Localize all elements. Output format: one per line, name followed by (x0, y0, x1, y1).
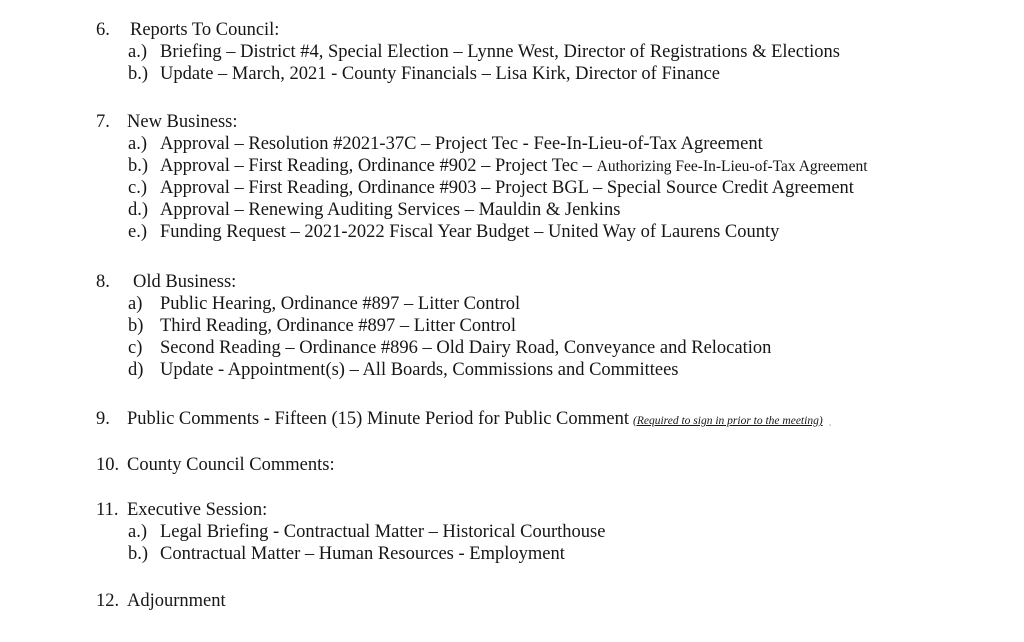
section-heading (0, 19, 1000, 41)
agenda-item (0, 155, 1000, 177)
item-marker: a.) (128, 134, 147, 154)
item-marker: a.) (128, 522, 147, 542)
item-marker: c.) (128, 178, 147, 198)
item-text: Public Hearing, Ordinance #897 – Litter Control (160, 294, 521, 314)
agenda-item (0, 41, 1000, 63)
agenda-item (0, 543, 1000, 565)
section-heading (0, 590, 1000, 612)
section-heading (0, 499, 1000, 521)
agenda-item (0, 177, 1000, 199)
section-title: County Council Comments: (127, 455, 335, 475)
item-marker: b.) (128, 64, 149, 84)
item-marker: e.) (128, 222, 147, 242)
agenda-item (0, 221, 1000, 243)
item-marker: b.) (128, 156, 149, 176)
section-title: Executive Session: (127, 500, 268, 520)
agenda-section-9 (0, 408, 1000, 430)
item-text: Update – March, 2021 - County Financials – Lisa Kirk, Director of Finance (160, 64, 721, 84)
section-title: Old Business: (133, 272, 237, 292)
section-title (127, 408, 832, 432)
agenda-section-11 (0, 499, 1000, 565)
section-title: Adjournment (127, 591, 226, 611)
item-marker: c) (128, 338, 143, 358)
section-heading (0, 454, 1000, 476)
item-marker: d) (128, 360, 144, 380)
item-marker: a.) (128, 42, 147, 62)
item-text: Update - Appointment(s) – All Boards, Commissions and Committees (160, 360, 679, 380)
agenda-item (0, 337, 1000, 359)
item-marker: b.) (128, 544, 149, 564)
item-text: Briefing – District #4, Special Election – Lynne West, Director of Registrations & Elections (160, 42, 840, 62)
sign-in-note: (Required to sign in prior to the meeting) (633, 415, 823, 427)
agenda-item (0, 521, 1000, 543)
agenda-item (0, 359, 1000, 381)
section-number: 6. (96, 20, 110, 40)
agenda-item (0, 133, 1000, 155)
section-title: Reports To Council: (130, 20, 280, 40)
agenda-section-7 (0, 111, 1000, 243)
agenda-item (0, 315, 1000, 337)
agenda-section-12 (0, 590, 1000, 612)
item-text: Approval – Renewing Auditing Services – Mauldin & Jenkins (160, 200, 621, 220)
section-number: 11. (96, 500, 119, 520)
item-text: Contractual Matter – Human Resources - Employment (160, 544, 565, 564)
agenda-section-6 (0, 19, 1000, 85)
item-text: Approval – Resolution #2021-37C – Project Tec - Fee-In-Lieu-of-Tax Agreement (160, 134, 763, 154)
item-text-small: Authorizing Fee-In-Lieu-of-Tax Agreement (596, 158, 868, 175)
scan-mark-icon: ˎ (828, 416, 832, 426)
agenda-item (0, 199, 1000, 221)
section-number: 8. (96, 272, 110, 292)
item-text: Approval – First Reading, Ordinance #903 – Project BGL – Special Source Credit Agreement (160, 178, 854, 198)
agenda-section-10 (0, 454, 1000, 476)
section-title: New Business: (127, 112, 238, 132)
item-marker: a) (128, 294, 143, 314)
item-text: Third Reading, Ordinance #897 – Litter Control (160, 316, 517, 336)
section-number: 12. (96, 591, 120, 611)
section-number: 7. (96, 112, 110, 132)
item-text (160, 155, 868, 178)
item-marker: d.) (128, 200, 149, 220)
section-title-text: Public Comments - Fifteen (15) Minute Period for Public Comment (127, 409, 630, 429)
item-text: Second Reading – Ordinance #896 – Old Dairy Road, Conveyance and Relocation (160, 338, 772, 358)
section-number: 10. (96, 455, 120, 475)
item-text-main: Approval – First Reading, Ordinance #902 – Project Tec – (160, 156, 597, 176)
item-text: Legal Briefing - Contractual Matter – Historical Courthouse (160, 522, 606, 542)
item-marker: b) (128, 316, 144, 336)
section-heading (0, 408, 1000, 430)
agenda-item (0, 63, 1000, 85)
agenda-item (0, 293, 1000, 315)
agenda-section-8 (0, 271, 1000, 381)
section-heading (0, 271, 1000, 293)
item-text: Funding Request – 2021-2022 Fiscal Year Budget – United Way of Laurens County (160, 222, 780, 242)
section-heading (0, 111, 1000, 133)
section-number: 9. (96, 409, 110, 429)
